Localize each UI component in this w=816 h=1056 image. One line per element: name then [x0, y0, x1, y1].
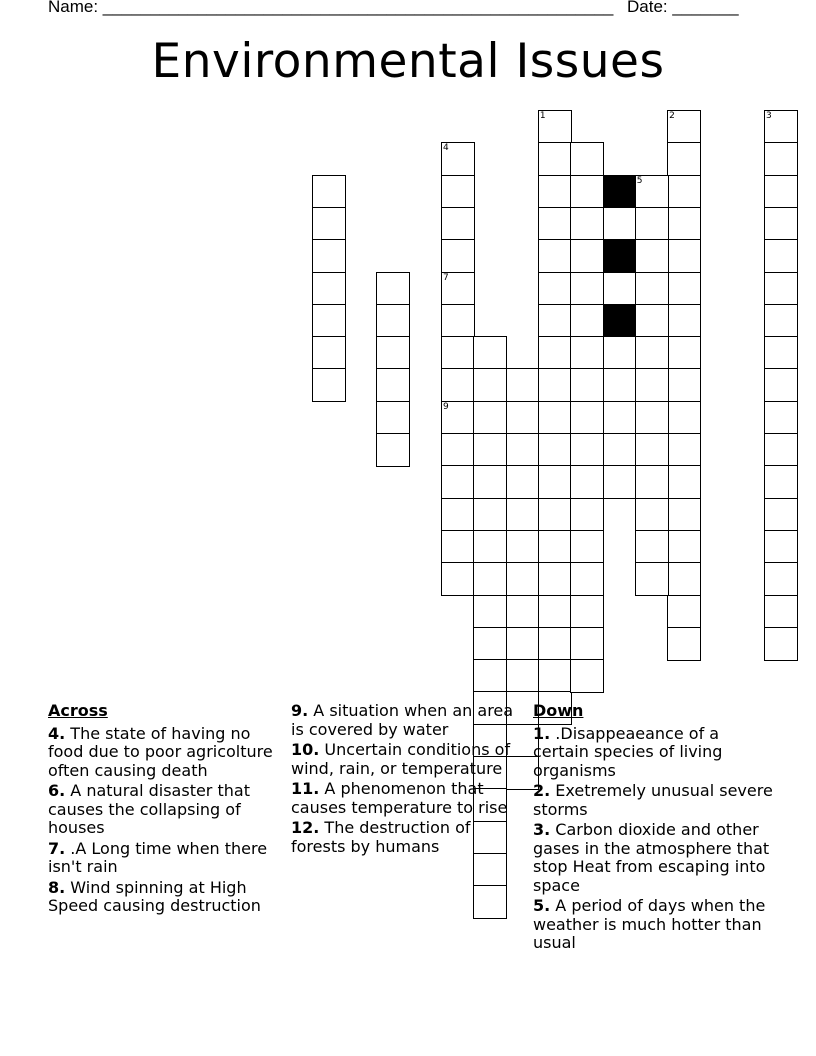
grid-cell[interactable]	[538, 562, 572, 596]
grid-cell[interactable]	[538, 304, 572, 338]
clue-text: .Disappeaeance of a certain species of living organisms	[533, 723, 723, 780]
grid-cell[interactable]	[667, 336, 701, 370]
grid-cell[interactable]	[441, 498, 475, 532]
black-cell	[603, 239, 637, 273]
grid-cell[interactable]	[506, 465, 540, 499]
grid-cell[interactable]	[441, 239, 475, 273]
clue-text: A natural disaster that causes the collapsing of houses	[48, 781, 250, 837]
grid-cell[interactable]	[538, 336, 572, 370]
grid-cell[interactable]	[441, 562, 475, 596]
grid-cell[interactable]	[764, 142, 798, 176]
grid-cell[interactable]	[473, 498, 507, 532]
grid-cell[interactable]	[667, 401, 701, 435]
grid-cell[interactable]	[538, 272, 572, 306]
grid-cell[interactable]	[538, 175, 572, 209]
grid-cell[interactable]	[441, 368, 475, 402]
grid-cell[interactable]	[764, 433, 798, 467]
grid-cell[interactable]	[635, 207, 669, 241]
grid-cell[interactable]	[764, 530, 798, 564]
grid-cell[interactable]	[667, 175, 701, 209]
clue-number: 4.	[48, 723, 66, 743]
clue-number: 7.	[48, 838, 66, 858]
grid-cell[interactable]	[538, 465, 572, 499]
grid-cell[interactable]	[570, 659, 604, 693]
clue-across-9	[291, 702, 526, 739]
grid-cell[interactable]	[667, 530, 701, 564]
grid-cell[interactable]	[538, 627, 572, 661]
grid-cell[interactable]	[312, 175, 346, 209]
clue-number: 11.	[291, 779, 320, 798]
grid-cell[interactable]	[570, 336, 604, 370]
grid-cell[interactable]	[570, 304, 604, 338]
grid-cell[interactable]	[764, 498, 798, 532]
grid-cell[interactable]	[473, 562, 507, 596]
grid-cell[interactable]	[538, 659, 572, 693]
clue-number: 1.	[533, 723, 551, 743]
clue-across-12	[291, 819, 526, 856]
grid-cell[interactable]	[570, 595, 604, 629]
grid-cell[interactable]	[376, 304, 410, 338]
grid-cell[interactable]	[667, 498, 701, 532]
grid-cell[interactable]	[764, 627, 798, 661]
grid-cell[interactable]	[764, 336, 798, 370]
black-cell	[603, 175, 637, 209]
grid-cell[interactable]	[538, 498, 572, 532]
grid-cell[interactable]	[635, 498, 669, 532]
grid-cell[interactable]	[635, 562, 669, 596]
grid-cell[interactable]	[570, 627, 604, 661]
grid-cell[interactable]	[506, 498, 540, 532]
clue-text: The destruction of forests by humans	[291, 818, 471, 856]
grid-cell[interactable]	[570, 368, 604, 402]
grid-cell[interactable]	[570, 401, 604, 435]
down-heading: Down	[533, 701, 584, 720]
grid-cell[interactable]	[538, 530, 572, 564]
clues-column-1	[48, 702, 278, 918]
grid-cell[interactable]	[667, 627, 701, 661]
grid-cell[interactable]	[635, 530, 669, 564]
grid-cell[interactable]	[506, 368, 540, 402]
clues-column-3	[533, 702, 773, 955]
grid-cell[interactable]	[441, 465, 475, 499]
grid-cell[interactable]	[764, 175, 798, 209]
grid-cell[interactable]	[538, 595, 572, 629]
grid-cell[interactable]	[570, 530, 604, 564]
grid-cell[interactable]	[441, 304, 475, 338]
grid-cell[interactable]	[506, 530, 540, 564]
grid-cell[interactable]	[441, 336, 475, 370]
grid-cell[interactable]	[667, 239, 701, 273]
clues-column-2	[291, 702, 526, 858]
grid-cell[interactable]	[570, 239, 604, 273]
grid-cell[interactable]	[667, 272, 701, 306]
grid-cell[interactable]	[570, 175, 604, 209]
grid-cell[interactable]	[570, 207, 604, 241]
grid-cell[interactable]	[376, 368, 410, 402]
grid-cell[interactable]	[473, 627, 507, 661]
clue-across-7	[48, 840, 278, 877]
grid-cell[interactable]	[603, 401, 637, 435]
grid-cell[interactable]	[635, 401, 669, 435]
grid-cell[interactable]	[603, 433, 637, 467]
clue-down-5	[533, 897, 773, 953]
grid-cell[interactable]	[667, 207, 701, 241]
grid-cell[interactable]	[764, 207, 798, 241]
grid-cell[interactable]	[441, 175, 475, 209]
grid-cell[interactable]	[667, 562, 701, 596]
grid-cell[interactable]	[441, 401, 475, 435]
clue-text: Wind spinning at High Speed causing destruction	[48, 877, 261, 915]
grid-cell[interactable]	[570, 465, 604, 499]
grid-cell[interactable]	[570, 142, 604, 176]
clue-number: 2.	[533, 781, 551, 800]
grid-cell[interactable]	[506, 595, 540, 629]
clue-across-8	[48, 879, 278, 916]
clue-text: A phenomenon that causes temperature to rise	[291, 779, 508, 817]
grid-cell[interactable]	[635, 239, 669, 273]
grid-cell[interactable]	[764, 562, 798, 596]
grid-cell[interactable]	[667, 595, 701, 629]
grid-cell[interactable]	[538, 433, 572, 467]
clue-across-4	[48, 725, 278, 781]
grid-cell[interactable]	[441, 530, 475, 564]
clue-number-label: 3	[766, 111, 772, 121]
grid-cell[interactable]	[570, 272, 604, 306]
grid-cell[interactable]	[441, 433, 475, 467]
name-field-label[interactable]: Name: ______________________________________________________	[48, 0, 614, 16]
clue-number: 9.	[291, 701, 309, 720]
clue-number-label: 9	[443, 401, 449, 412]
grid-cell[interactable]	[441, 272, 475, 306]
grid-cell[interactable]	[473, 401, 507, 435]
grid-cell[interactable]	[538, 368, 572, 402]
grid-cell[interactable]	[441, 142, 475, 176]
clue-text: A period of days when the weather is much hotter than usual	[533, 896, 766, 952]
grid-cell[interactable]	[538, 110, 572, 144]
grid-cell[interactable]	[570, 498, 604, 532]
grid-cell[interactable]	[312, 368, 346, 402]
page-title: Environmental Issues	[151, 34, 665, 89]
grid-cell[interactable]	[635, 272, 669, 306]
grid-cell[interactable]	[506, 627, 540, 661]
grid-cell[interactable]	[667, 304, 701, 338]
grid-cell[interactable]	[635, 175, 669, 209]
grid-cell[interactable]	[764, 465, 798, 499]
grid-cell[interactable]	[538, 239, 572, 273]
grid-cell[interactable]	[538, 207, 572, 241]
date-field-label[interactable]: Date: _______	[627, 0, 739, 16]
clue-number: 12.	[291, 818, 320, 837]
grid-cell[interactable]	[473, 465, 507, 499]
clue-down-1	[533, 725, 773, 781]
clue-text: Uncertain conditions of wind, rain, or temperature	[291, 740, 511, 778]
clue-number: 10.	[291, 740, 320, 759]
grid-cell[interactable]	[667, 465, 701, 499]
grid-cell[interactable]	[376, 272, 410, 306]
grid-cell[interactable]	[635, 368, 669, 402]
across-heading: Across	[48, 701, 108, 720]
clue-number: 6.	[48, 781, 66, 800]
clue-text: Carbon dioxide and other gases in the atmosphere that stop Heat from escaping into space	[533, 820, 770, 895]
grid-cell[interactable]	[764, 368, 798, 402]
clue-number: 3.	[533, 820, 551, 839]
grid-cell[interactable]	[635, 433, 669, 467]
clue-text: A situation when an area is covered by water	[291, 701, 514, 739]
grid-cell[interactable]	[312, 239, 346, 273]
grid-cell[interactable]	[473, 885, 507, 919]
clue-across-6	[48, 782, 278, 838]
black-cell	[603, 304, 637, 338]
grid-cell[interactable]	[538, 401, 572, 435]
grid-cell[interactable]	[506, 562, 540, 596]
clue-text: The state of having no food due to poor agricolture often causing death	[48, 723, 273, 780]
grid-cell[interactable]	[312, 336, 346, 370]
clue-number-label: 2	[669, 111, 675, 121]
grid-cell[interactable]	[764, 304, 798, 338]
grid-cell[interactable]	[667, 142, 701, 176]
clue-number: 5.	[533, 896, 551, 915]
grid-cell[interactable]	[312, 304, 346, 338]
grid-cell[interactable]	[603, 368, 637, 402]
grid-cell[interactable]	[603, 465, 637, 499]
grid-cell[interactable]	[506, 659, 540, 693]
grid-cell[interactable]	[312, 272, 346, 306]
grid-cell[interactable]	[506, 433, 540, 467]
grid-cell[interactable]	[635, 465, 669, 499]
grid-cell[interactable]	[473, 433, 507, 467]
grid-cell[interactable]	[376, 336, 410, 370]
clue-across-10	[291, 741, 526, 778]
grid-cell[interactable]	[764, 401, 798, 435]
clue-text: Exetremely unusual severe storms	[533, 781, 773, 819]
grid-cell[interactable]	[473, 336, 507, 370]
grid-cell[interactable]	[667, 368, 701, 402]
grid-cell[interactable]	[376, 433, 410, 467]
grid-cell[interactable]	[312, 207, 346, 241]
clue-number-label: 4	[443, 143, 449, 154]
grid-cell[interactable]	[570, 433, 604, 467]
grid-cell[interactable]	[667, 110, 701, 144]
grid-cell[interactable]	[570, 562, 604, 596]
grid-cell[interactable]	[764, 272, 798, 306]
grid-cell[interactable]	[473, 595, 507, 629]
grid-cell[interactable]	[506, 401, 540, 435]
grid-cell[interactable]	[635, 336, 669, 370]
clue-text: .A Long time when there isn't rain	[48, 838, 268, 876]
clue-down-2	[533, 782, 773, 819]
grid-cell[interactable]	[473, 530, 507, 564]
clue-number-label: 7	[443, 272, 449, 283]
grid-cell[interactable]	[603, 272, 637, 306]
grid-cell[interactable]	[441, 207, 475, 241]
clue-number-label: 1	[539, 111, 546, 121]
grid-cell[interactable]	[603, 336, 637, 370]
grid-cell[interactable]	[473, 368, 507, 402]
clue-down-3	[533, 821, 773, 895]
grid-cell[interactable]	[473, 659, 507, 693]
grid-cell[interactable]	[667, 433, 701, 467]
grid-cell[interactable]	[376, 401, 410, 435]
grid-cell[interactable]	[764, 110, 798, 144]
clue-across-11	[291, 780, 526, 817]
grid-cell[interactable]	[538, 142, 572, 176]
grid-cell[interactable]	[764, 239, 798, 273]
clue-number: 8.	[48, 877, 66, 897]
clue-number-label: 5	[636, 175, 643, 186]
grid-cell[interactable]	[635, 304, 669, 338]
grid-cell[interactable]	[764, 595, 798, 629]
